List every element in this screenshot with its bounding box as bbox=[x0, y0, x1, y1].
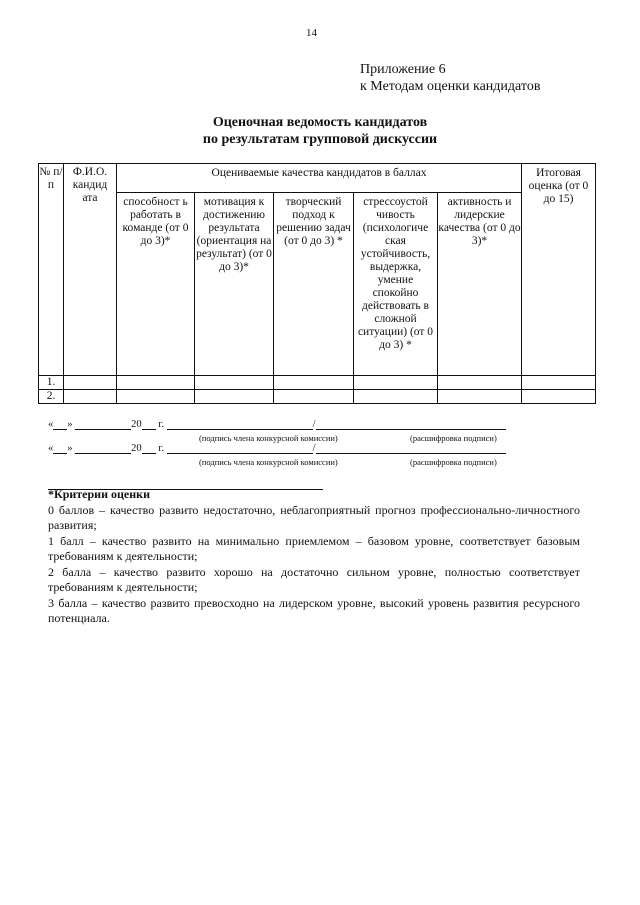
header-quality-2: мотивация к достижению результата (ориентация на результат) (от 0 до 3)* bbox=[195, 193, 274, 376]
header-quality-1: способност ь работать в команде (от 0 до 3)* bbox=[117, 193, 195, 376]
signature-line-1: « » 20 г. / bbox=[48, 418, 506, 430]
appendix-header bbox=[360, 61, 540, 95]
criteria-item: 2 балла – качество развито хорошо на достаточно сильном уровне, полностью соответствует требованиям к деятельности; bbox=[48, 564, 580, 594]
caption-decode-1: (расшифровка подписи) bbox=[410, 433, 497, 443]
evaluation-table bbox=[38, 163, 596, 404]
caption-signature-2: (подпись члена конкурсной комиссии) bbox=[199, 457, 338, 467]
header-number: № п/ п bbox=[39, 164, 64, 376]
row-number: 1. bbox=[39, 376, 64, 390]
header-fio: Ф.И.О. кандид ата bbox=[64, 164, 117, 376]
table-row bbox=[39, 390, 596, 404]
criteria-item: 0 баллов – качество развито недостаточно, неблагоприятный прогноз профессионально-личностного развития; bbox=[48, 502, 580, 532]
header-quality-3: творческий подход к решению задач (от 0 до 3) * bbox=[274, 193, 354, 376]
document-title bbox=[0, 114, 640, 148]
title-line-1: Оценочная ведомость кандидатов bbox=[212, 115, 428, 130]
criteria-item: 1 балл – качество развито на минимально приемлемом – базовом уровне, соответствует базовым требованиям к деятельности; bbox=[48, 533, 580, 563]
criteria-section bbox=[48, 487, 580, 627]
header-total: Итоговая оценка (от 0 до 15) bbox=[522, 164, 596, 376]
page-number: 14 bbox=[306, 27, 317, 39]
caption-signature-1: (подпись члена конкурсной комиссии) bbox=[199, 433, 338, 443]
header-quality-5: активность и лидерские качества (от 0 до 3)* bbox=[438, 193, 522, 376]
table-row bbox=[39, 376, 596, 390]
criteria-item: 3 балла – качество развито превосходно на лидерском уровне, высокий уровень развития ресурсного потенциала. bbox=[48, 595, 580, 625]
header-qualities-group: Оцениваемые качества кандидатов в баллах bbox=[117, 164, 522, 193]
appendix-line-2: к Методам оценки кандидатов bbox=[360, 79, 541, 94]
criteria-heading: *Критерии оценки bbox=[48, 487, 150, 501]
appendix-line-1: Приложение 6 bbox=[360, 62, 446, 77]
header-quality-4: стрессоустой чивость (психологиче ская устойчивость, выдержка, умение спокойно действовать в сложной ситуации) (от 0 до 3) * bbox=[354, 193, 438, 376]
caption-decode-2: (расшифровка подписи) bbox=[410, 457, 497, 467]
row-number: 2. bbox=[39, 390, 64, 404]
signature-line-2: « » 20 г. / bbox=[48, 442, 506, 454]
title-line-2: по результатам групповой дискуссии bbox=[202, 132, 438, 147]
